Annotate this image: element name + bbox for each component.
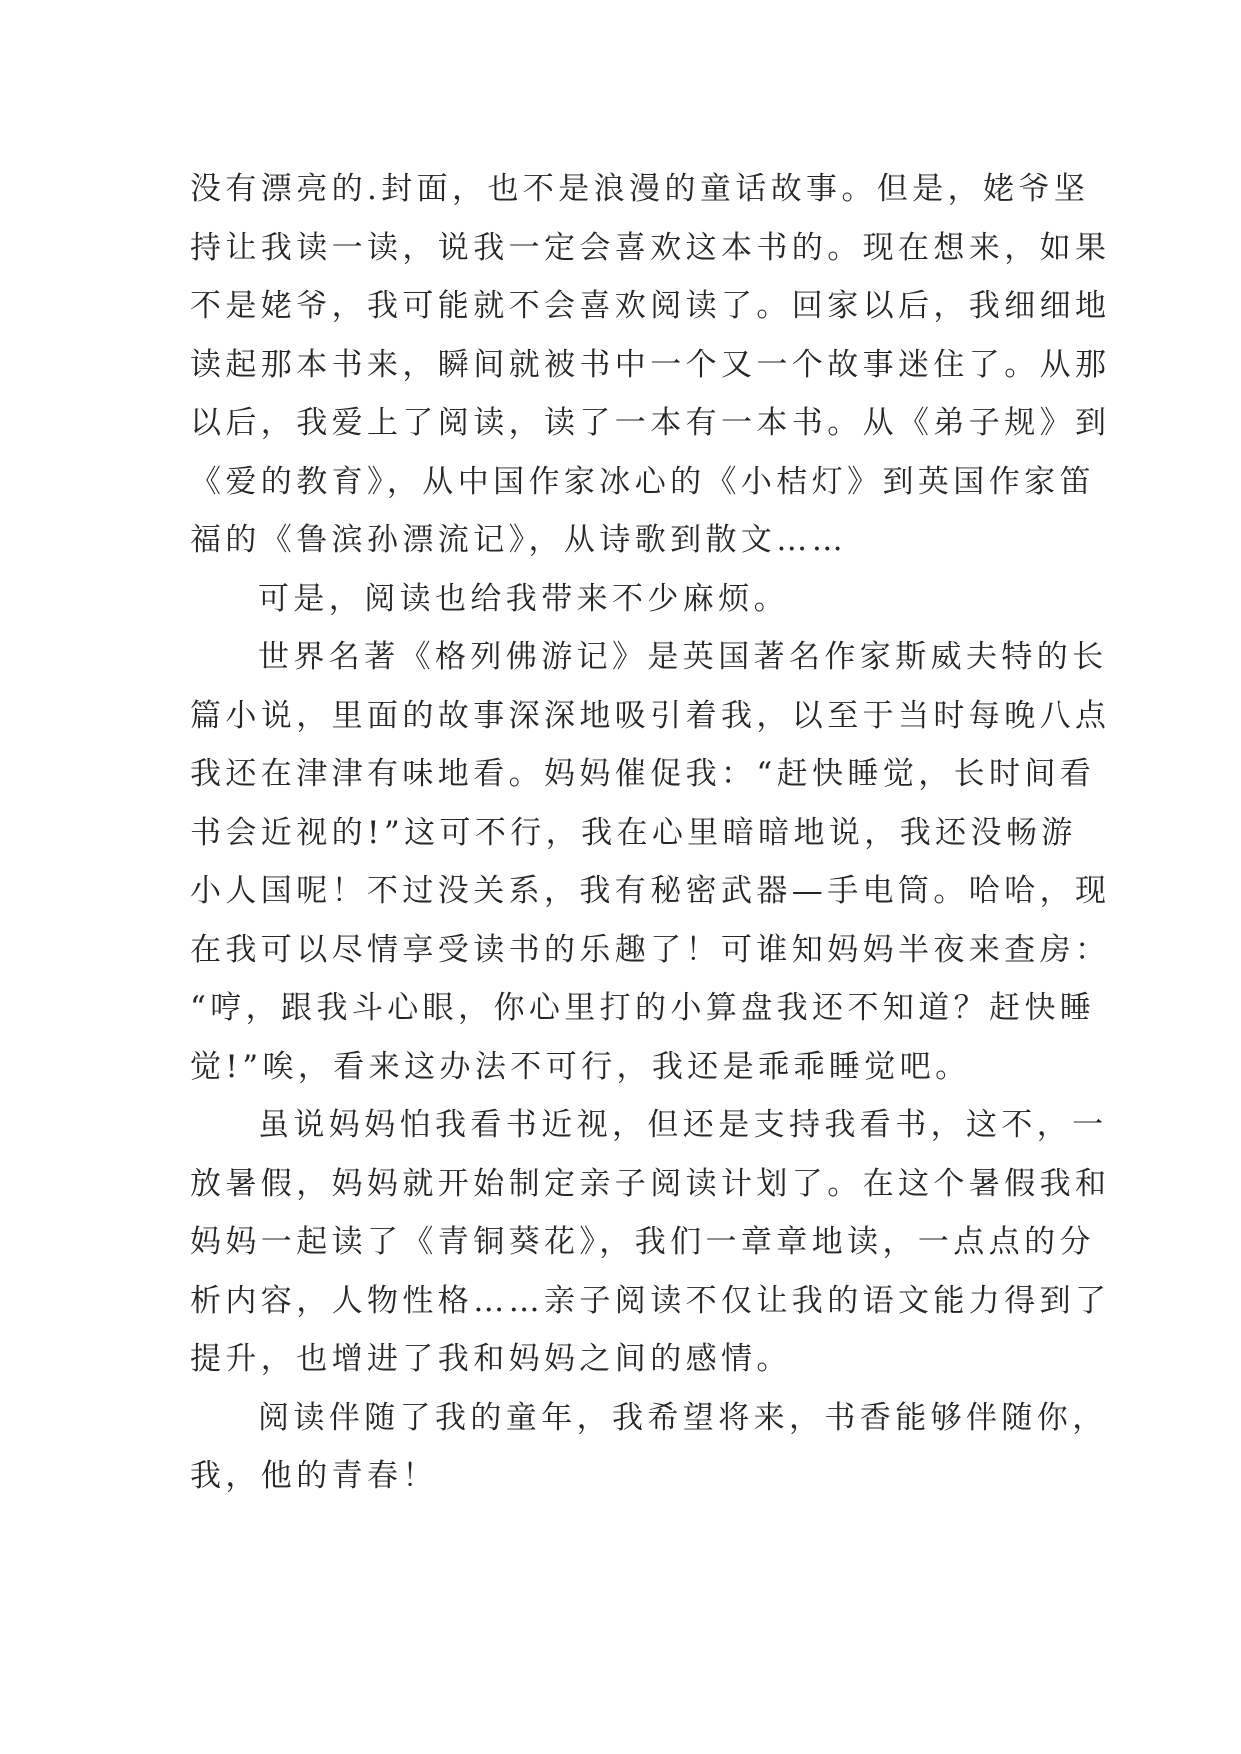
text-line: 以后，我爱上了阅读，读了一本有一本书。从《弟子规》到 — [190, 405, 1111, 441]
text-line: 不是姥爷，我可能就不会喜欢阅读了。回家以后，我细细地 — [190, 288, 1111, 324]
text-line: 觉!”唉，看来这办法不可行，我还是乖乖睡觉吧。 — [190, 1048, 971, 1085]
text-line: 世界名著《格列佛游记》是英国著名作家斯威夫特的长 — [258, 639, 1108, 675]
text-line: “哼，跟我斗心眼，你心里打的小算盘我还不知道？赶快睡 — [190, 990, 1096, 1026]
text-line: 篇小说，里面的故事深深地吸引着我，以至于当时每晚八点 — [190, 697, 1111, 734]
paragraph-3 — [190, 628, 1111, 1096]
text-line: 我，他的青春！ — [190, 1458, 438, 1494]
text-line: 没有漂亮的.封面，也不是浪漫的童话故事。但是，姥爷坚 — [190, 171, 1090, 207]
text-line: 可是，阅读也给我带来不少麻烦。 — [258, 580, 789, 617]
text-line: 持让我读一读，说我一定会喜欢这本书的。现在想来，如果 — [190, 229, 1111, 266]
paragraph-5 — [190, 1389, 1108, 1506]
text-line: 我还在津津有味地看。妈妈催促我：“赶快睡觉，长时间看 — [190, 756, 1096, 792]
text-line: 福的《鲁滨孙漂流记》，从诗歌到散文…… — [190, 522, 848, 558]
paragraph-4 — [190, 1096, 1111, 1389]
paragraph-2 — [190, 570, 1050, 629]
text-line: 提升，也增进了我和妈妈之间的感情。 — [190, 1341, 792, 1377]
text-line: 妈妈一起读了《青铜葵花》，我们一章章地读，一点点的分 — [190, 1224, 1095, 1260]
body-text — [190, 160, 1111, 1506]
paragraph-1 — [190, 160, 1111, 570]
text-line: 阅读伴随了我的童年，我希望将来，书香能够伴随你， — [258, 1399, 1108, 1436]
text-line: 读起那本书来，瞬间就被书中一个又一个故事迷住了。从那 — [190, 346, 1111, 383]
text-line: 虽说妈妈怕我看书近视，但还是支持我看书，这不，一 — [258, 1107, 1108, 1143]
text-line: 在我可以尽情享受读书的乐趣了！可谁知妈妈半夜来查房： — [190, 931, 1111, 968]
text-line: 析内容，人物性格……亲子阅读不仅让我的语文能力得到了 — [190, 1282, 1111, 1319]
text-line: 放暑假，妈妈就开始制定亲子阅读计划了。在这个暑假我和 — [190, 1165, 1111, 1202]
text-line: 《爱的教育》，从中国作家冰心的《小桔灯》到英国作家笛 — [190, 463, 1095, 500]
text-line: 书会近视的!”这可不行，我在心里暗暗地说，我还没畅游 — [190, 814, 1077, 851]
text-line: 小人国呢！不过没关系，我有秘密武器—手电筒。哈哈，现 — [190, 873, 1111, 909]
